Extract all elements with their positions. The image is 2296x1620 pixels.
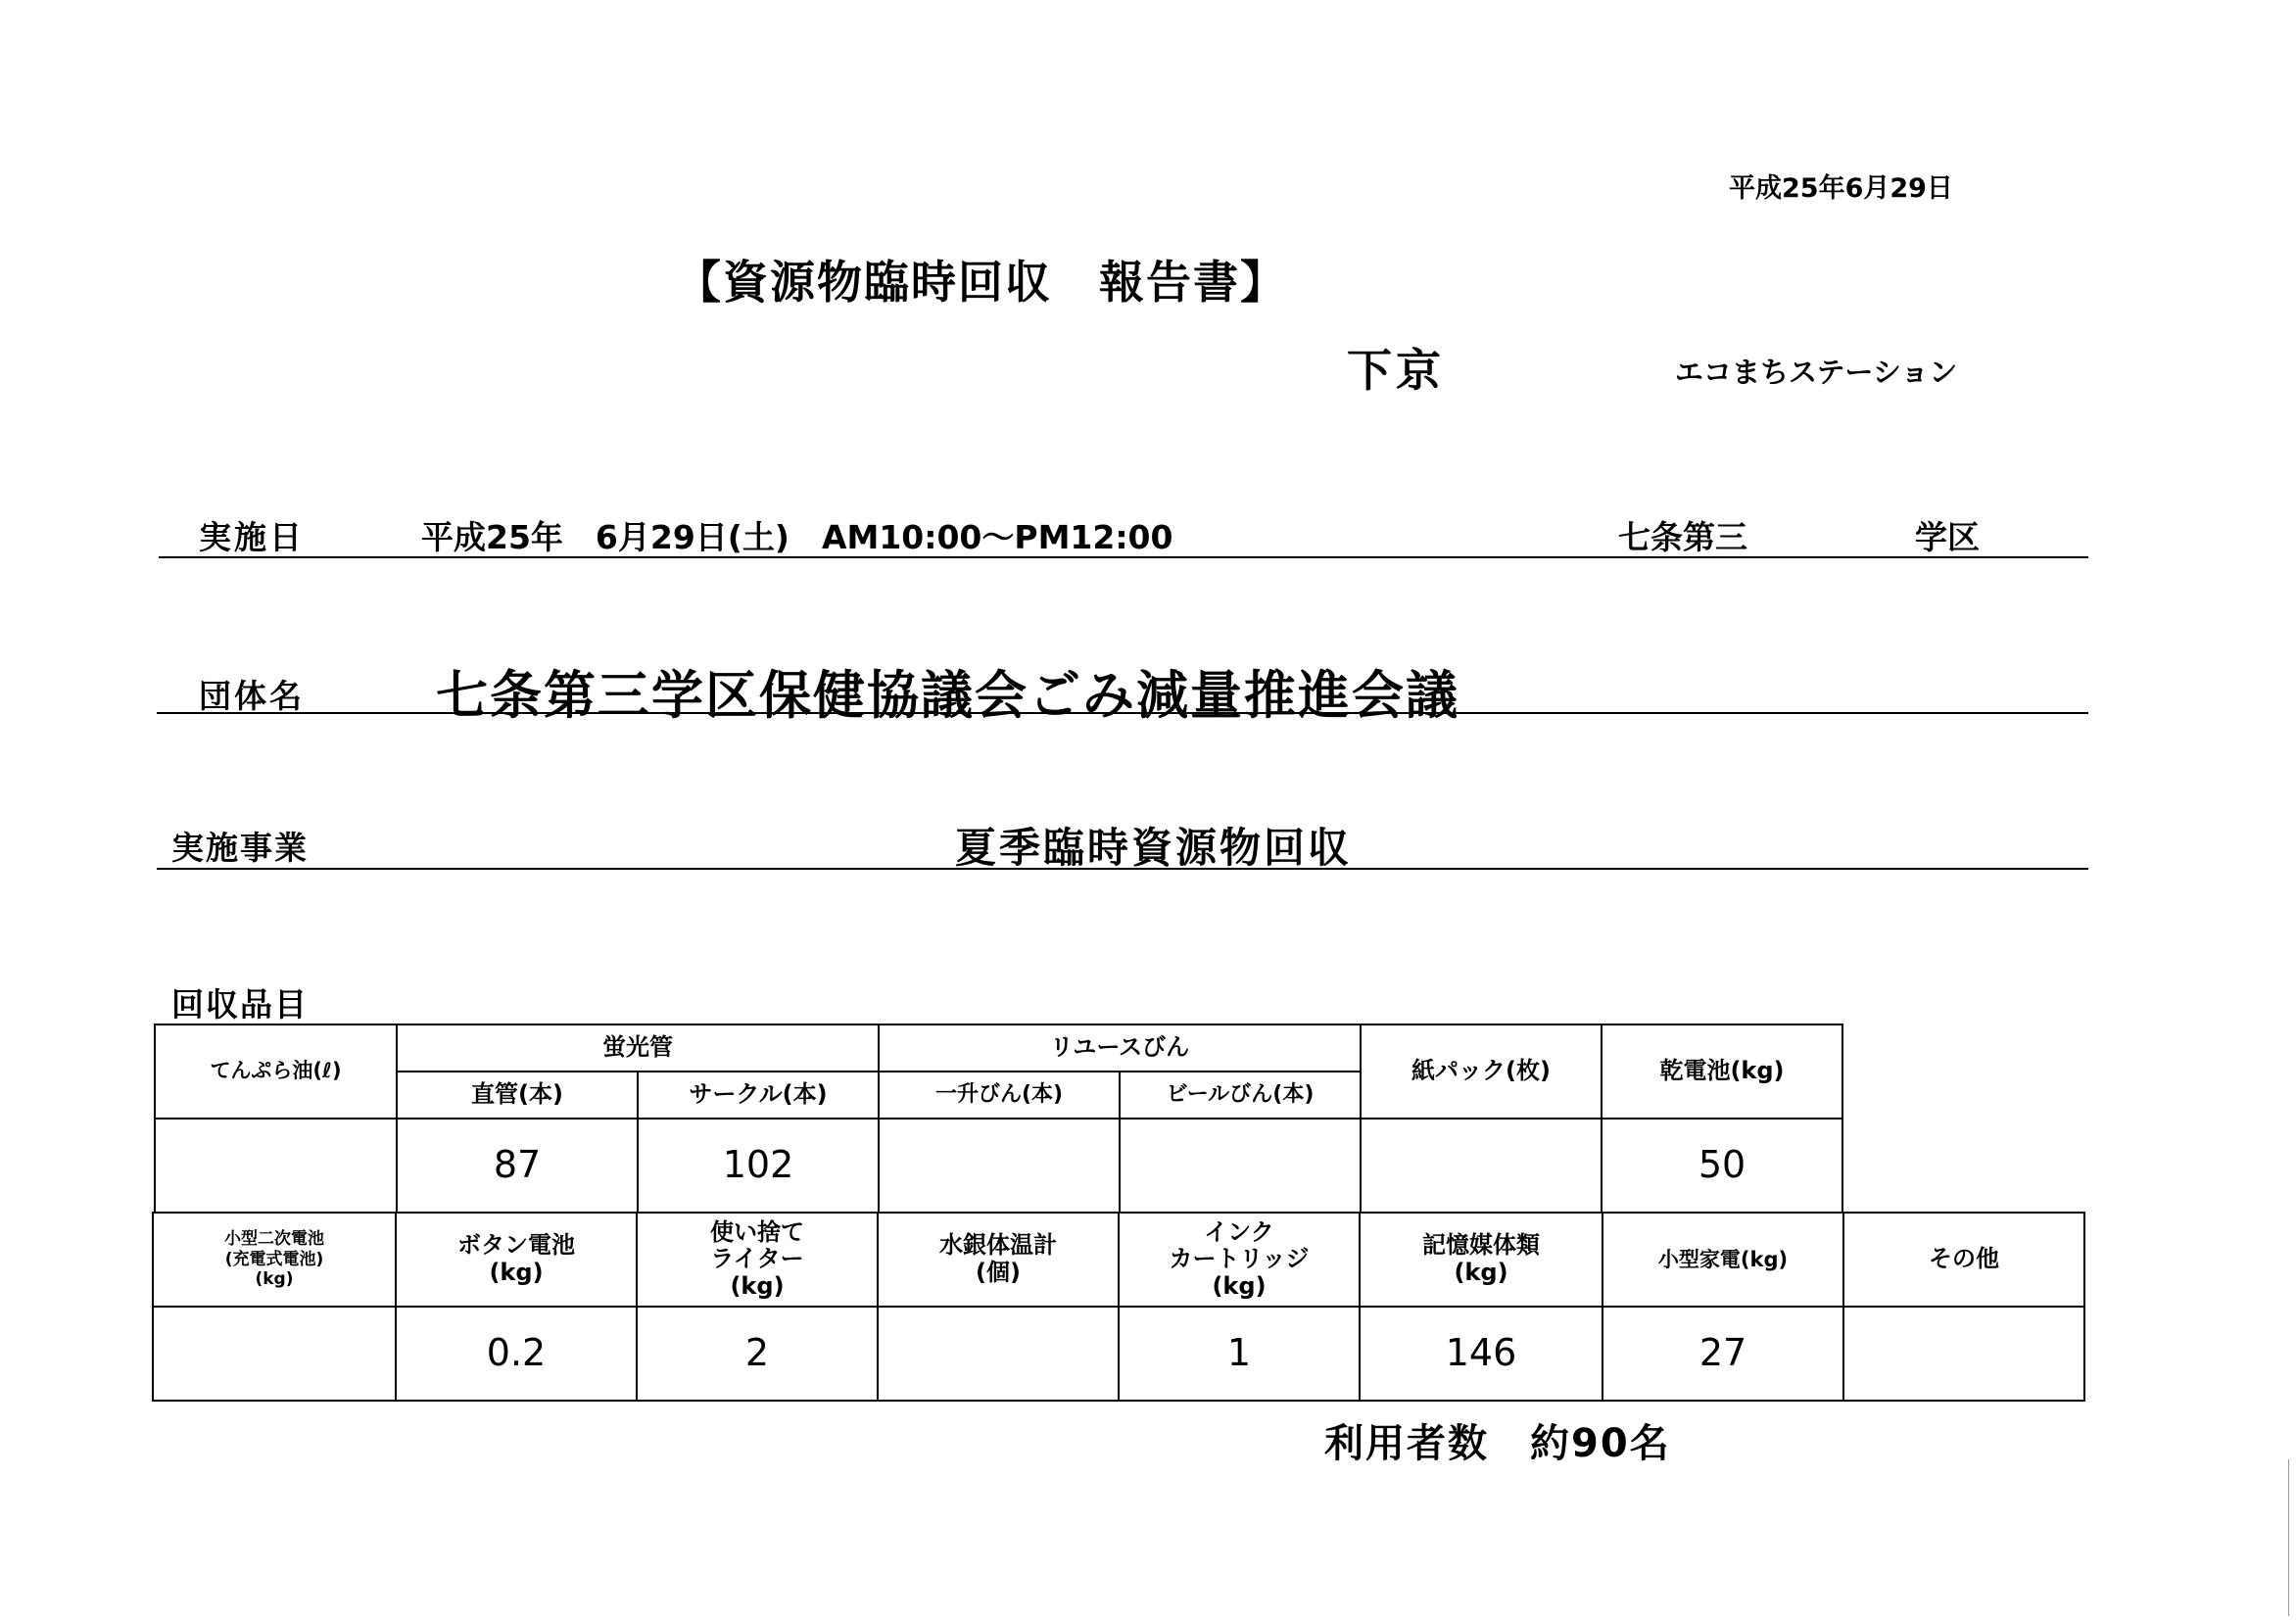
other-value xyxy=(1843,1307,2084,1401)
station-name: エコまちステーション xyxy=(1675,356,1958,389)
collection-table-2 xyxy=(152,1212,2085,1402)
lighter-value: 2 xyxy=(637,1307,878,1401)
straight-tube-value: 87 xyxy=(397,1119,638,1213)
divider-implementation xyxy=(159,556,2088,558)
circle-tube-header: サークル(本) xyxy=(638,1072,879,1119)
storage-media-header: 記憶媒体類 (kg) xyxy=(1360,1213,1602,1307)
tempura-oil-header: てんぷら油(ℓ) xyxy=(155,1024,397,1119)
small-appliance-value: 27 xyxy=(1602,1307,1843,1401)
collected-items-label: 回収品目 xyxy=(171,985,309,1024)
ink-cartridge-header: インク カートリッジ (kg) xyxy=(1119,1213,1360,1307)
organization-label: 団体名 xyxy=(199,677,305,715)
fluorescent-header: 蛍光管 xyxy=(397,1024,879,1072)
lighter-header: 使い捨て ライター (kg) xyxy=(637,1213,878,1307)
divider-organization xyxy=(157,712,2088,714)
report-date: 平成25年6月29日 xyxy=(1729,173,1953,204)
issho-bottle-header: 一升びん(本) xyxy=(879,1072,1120,1119)
storage-media-value: 146 xyxy=(1360,1307,1602,1401)
dry-battery-value: 50 xyxy=(1602,1119,1842,1213)
ink-cartridge-value: 1 xyxy=(1119,1307,1360,1401)
beer-bottle-header: ビールびん(本) xyxy=(1120,1072,1361,1119)
project-label: 実施事業 xyxy=(171,829,309,867)
thermometer-value xyxy=(878,1307,1119,1401)
button-battery-value: 0.2 xyxy=(396,1307,637,1401)
other-header: その他 xyxy=(1843,1213,2084,1307)
paper-pack-header: 紙パック(枚) xyxy=(1361,1024,1602,1119)
straight-tube-header: 直管(本) xyxy=(397,1072,638,1119)
divider-project xyxy=(157,868,2088,870)
button-battery-header: ボタン電池 (kg) xyxy=(396,1213,637,1307)
reuse-bottle-header: リユースびん xyxy=(879,1024,1361,1072)
implementation-date-label: 実施日 xyxy=(199,518,305,556)
circle-tube-value: 102 xyxy=(638,1119,879,1213)
ward-name: 下京 xyxy=(1347,344,1445,397)
thermometer-header: 水銀体温計 (個) xyxy=(878,1213,1119,1307)
users-count: 利用者数 約90名 xyxy=(1324,1421,1671,1466)
collection-table-1 xyxy=(154,1024,1843,1214)
issho-bottle-value xyxy=(879,1119,1120,1213)
implementation-date-value: 平成25年 6月29日(土) AM10:00～PM12:00 xyxy=(421,518,1173,556)
dry-battery-header: 乾電池(kg) xyxy=(1602,1024,1842,1119)
beer-bottle-value xyxy=(1120,1119,1361,1213)
school-district: 七条第三 xyxy=(1618,518,1747,556)
scan-edge-line xyxy=(2288,1459,2289,1616)
project-name: 夏季臨時資源物回収 xyxy=(955,824,1353,872)
rechargeable-battery-value xyxy=(153,1307,396,1401)
tempura-oil-value xyxy=(155,1119,397,1213)
school-district-suffix: 学区 xyxy=(1915,518,1980,556)
rechargeable-battery-header: 小型二次電池 (充電式電池) (kg) xyxy=(153,1213,396,1307)
organization-name: 七条第三学区保健協議会ごみ減量推進会議 xyxy=(436,666,1459,726)
small-appliance-header: 小型家電(kg) xyxy=(1602,1213,1843,1307)
paper-pack-value xyxy=(1361,1119,1602,1213)
report-title: 【資源物臨時回収 報告書】 xyxy=(676,256,1287,309)
